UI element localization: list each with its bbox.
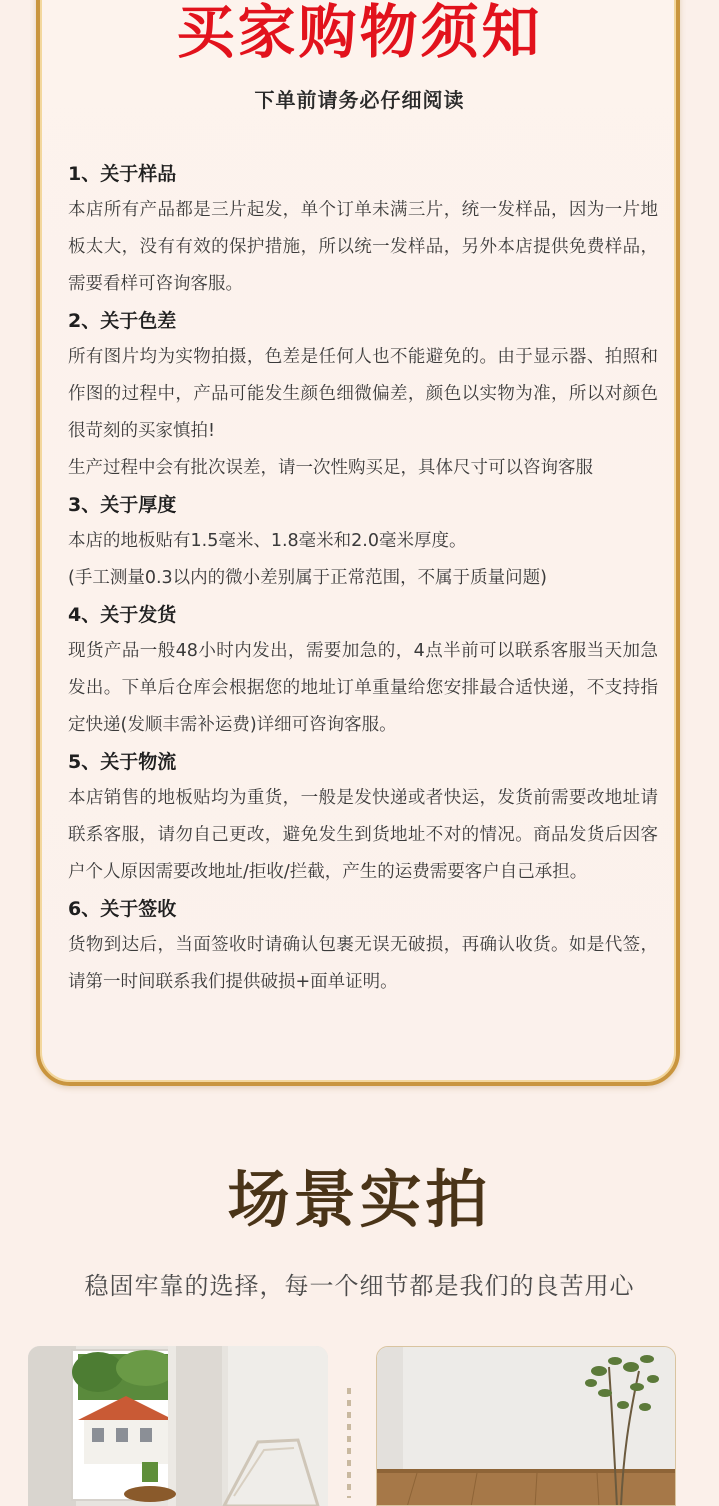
notice-content (68, 156, 658, 1001)
scene-title: 场景实拍 (227, 1163, 492, 1236)
section-title: 4、关于发货 (68, 604, 177, 626)
section-text: 货物到达后，当面签收时请确认包裹无误无破损，再确认收货。如是代签，请第一时间联系我们提供破损+面单证明。 (68, 935, 658, 992)
section-thickness (68, 487, 658, 597)
page-title: 买家购物须知 (176, 0, 543, 66)
section-title: 5、关于物流 (68, 751, 177, 773)
section-shipping (68, 597, 658, 744)
section-title: 3、关于厚度 (68, 494, 177, 516)
section-text: 本店销售的地板贴均为重货，一般是发快递或者快运，发货前需要改地址请联系客服，请勿自己更改，避免发生到货地址不对的情况。商品发货后因客户个人原因需要改地址/拒收/拦截，产生的运费需要客户自己承担。 (68, 788, 658, 882)
scene-photo-left (28, 1346, 328, 1506)
section-title: 2、关于色差 (68, 310, 177, 332)
section-text: 本店的地板贴有1.5毫米、1.8毫米和2.0毫米厚度。 (68, 531, 467, 551)
section-color-difference (68, 303, 658, 487)
page-subtitle: 下单前请务必仔细阅读 (254, 88, 465, 112)
room-plant-image (377, 1347, 675, 1506)
divider-dots (347, 1388, 351, 1498)
scene-photo-right (376, 1346, 676, 1506)
section-text: 生产过程中会有批次误差，请一次性购买足，具体尺寸可以咨询客服 (68, 458, 593, 478)
section-title: 1、关于样品 (68, 163, 177, 185)
section-title: 6、关于签收 (68, 898, 177, 920)
room-window-image (28, 1346, 328, 1506)
section-receipt (68, 891, 658, 1001)
section-text: 现货产品一般48小时内发出，需要加急的，4点半前可以联系客服当天加急发出。下单后仓库会根据您的地址订单重量给您安排最合适快递，不支持指定快递(发顺丰需补运费)详细可咨询客服。 (68, 641, 658, 735)
scene-subtitle: 稳固牢靠的选择，每一个细节都是我们的良苦用心 (84, 1272, 635, 1300)
section-samples (68, 156, 658, 303)
section-text: (手工测量0.3以内的微小差别属于正常范围，不属于质量问题) (68, 568, 547, 588)
section-logistics (68, 744, 658, 891)
section-text: 所有图片均为实物拍摄，色差是任何人也不能避免的。由于显示器、拍照和作图的过程中，产品可能发生颜色细微偏差，颜色以实物为准，所以对颜色很苛刻的买家慎拍! (68, 347, 658, 441)
section-text: 本店所有产品都是三片起发，单个订单未满三片，统一发样品，因为一片地板太大，没有有效的保护措施，所以统一发样品，另外本店提供免费样品，需要看样可咨询客服。 (68, 200, 658, 294)
